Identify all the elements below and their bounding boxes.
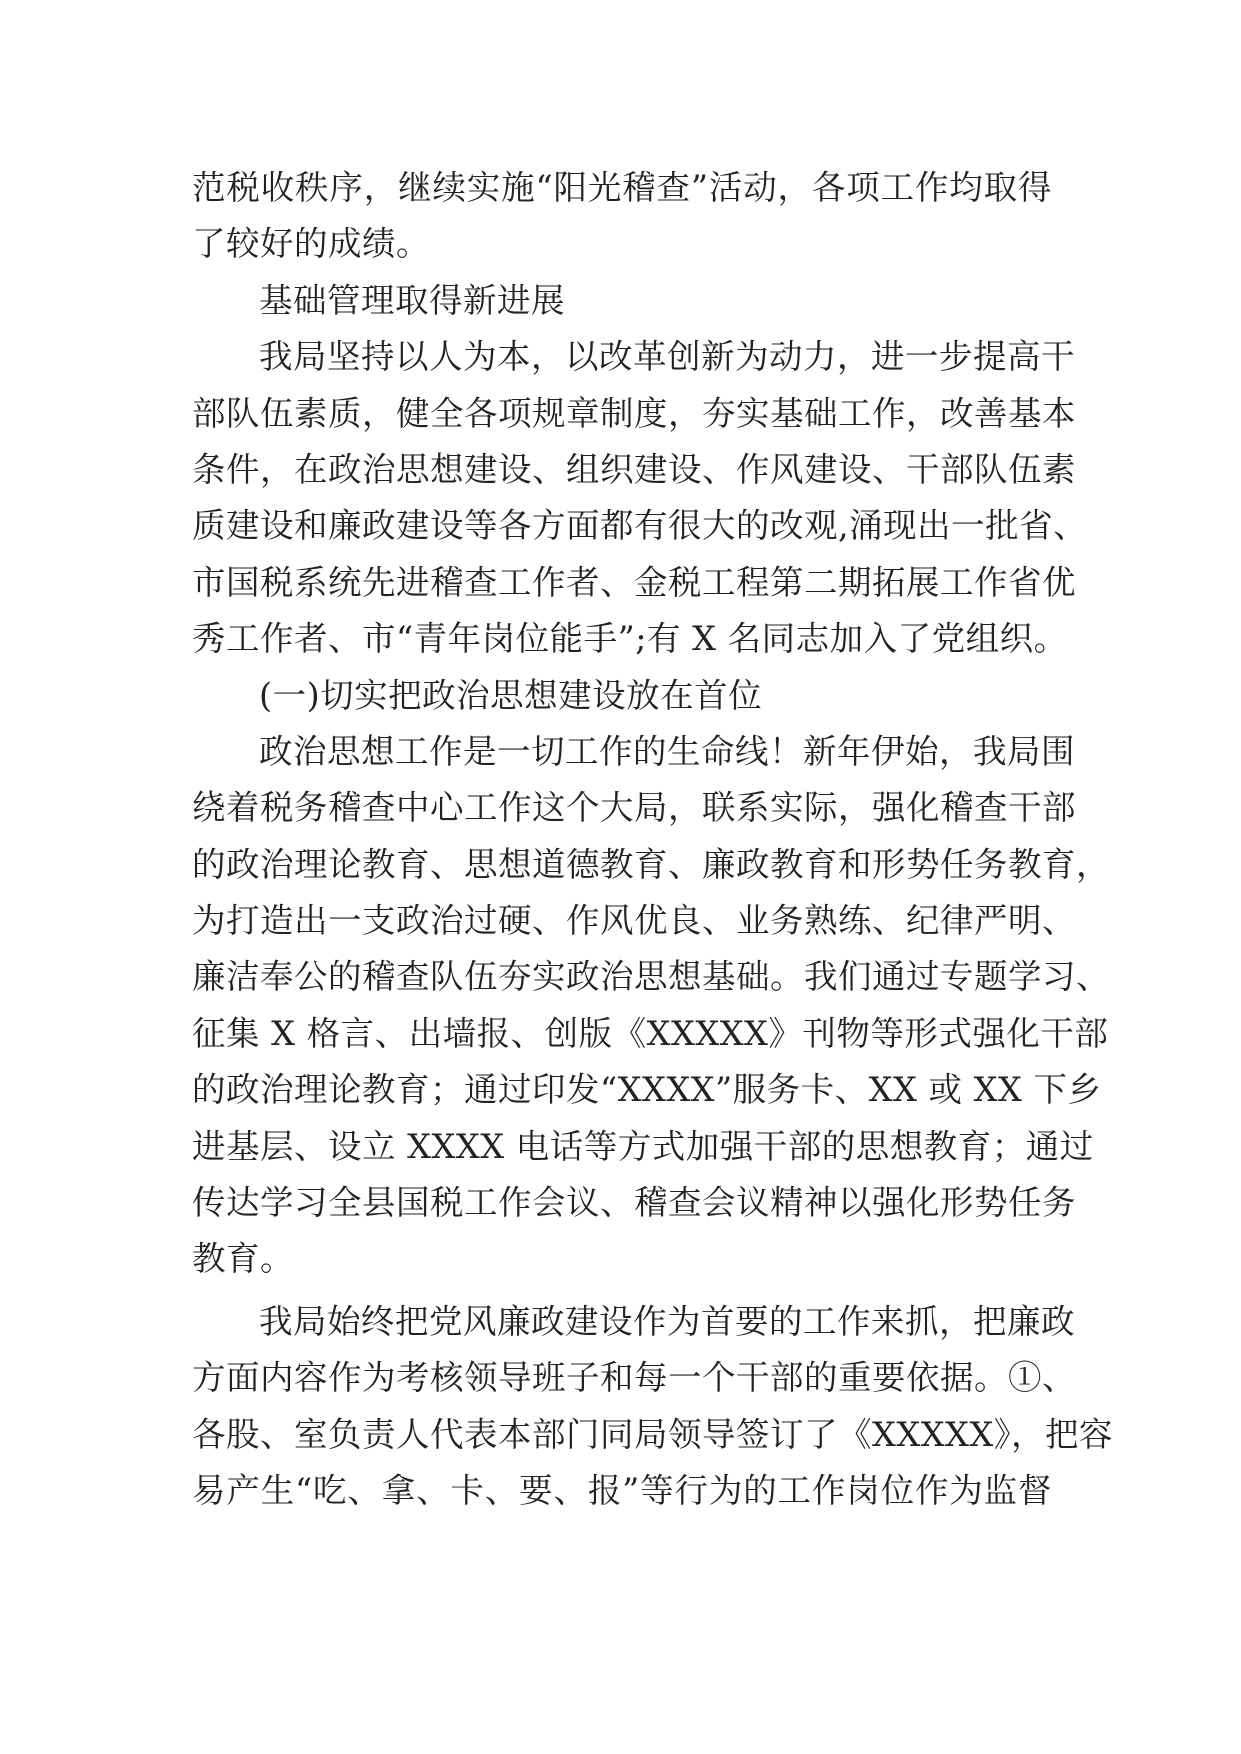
paragraph-line: 了较好的成绩。: [192, 224, 430, 264]
paragraph-line: 方面内容作为考核领导班子和每一个干部的重要依据。①、: [192, 1358, 1076, 1398]
paragraph-line: 政治思想工作是一切工作的生命线！新年伊始，我局围: [259, 731, 1075, 771]
paragraph-line: 各股、室负责人代表本部门同局领导签订了《XXXXX》，把容: [192, 1414, 1113, 1454]
paragraph-line: 绕着税务稽查中心工作这个大局，联系实际，强化稽查干部: [192, 788, 1076, 828]
paragraph-line: 征集 X 格言、出墙报、创版《XXXXX》刊物等形式强化干部: [192, 1013, 1109, 1053]
paragraph-line: 的政治理论教育、思想道德教育、廉政教育和形势任务教育，: [192, 844, 1110, 884]
paragraph-line: 进基层、设立 XXXX 电话等方式加强干部的思想教育；通过: [192, 1126, 1094, 1166]
paragraph-line: 市国税系统先进稽查工作者、金税工程第二期拓展工作省优: [192, 562, 1076, 602]
paragraph-line: 易产生“吃、拿、卡、要、报”等行为的工作岗位作为监督: [192, 1470, 1052, 1510]
paragraph-line: 教育。: [192, 1239, 294, 1279]
section-heading: 基础管理取得新进展: [259, 280, 565, 320]
paragraph-line: 的政治理论教育；通过印发“XXXX”服务卡、XX 或 XX 下乡: [192, 1070, 1102, 1110]
paragraph-line: 部队伍素质，健全各项规章制度，夯实基础工作，改善基本: [192, 393, 1076, 433]
subsection-heading: (一)切实把政治思想建设放在首位: [259, 675, 763, 715]
paragraph-line: 为打造出一支政治过硬、作风优良、业务熟练、纪律严明、: [192, 901, 1076, 941]
document-page: [192, 160, 1113, 1519]
paragraph-line: 我局坚持以人为本，以改革创新为动力，进一步提高干: [259, 337, 1075, 377]
paragraph-line: 秀工作者、市“青年岗位能手”;有 X 名同志加入了党组织。: [192, 619, 1068, 659]
paragraph-line: 条件，在政治思想建设、组织建设、作风建设、干部队伍素: [192, 449, 1076, 489]
paragraph-line: 范税收秩序，继续实施“阳光稽查”活动，各项工作均取得: [192, 168, 1052, 207]
paragraph-line: 我局始终把党风廉政建设作为首要的工作来抓，把廉政: [259, 1301, 1075, 1341]
paragraph-line: 廉洁奉公的稽查队伍夯实政治思想基础。我们通过专题学习、: [192, 957, 1110, 997]
paragraph-line: 传达学习全县国税工作会议、稽查会议精神以强化形势任务: [192, 1183, 1076, 1223]
paragraph-line: 质建设和廉政建设等各方面都有很大的改观,涌现出一批省、: [192, 506, 1088, 546]
